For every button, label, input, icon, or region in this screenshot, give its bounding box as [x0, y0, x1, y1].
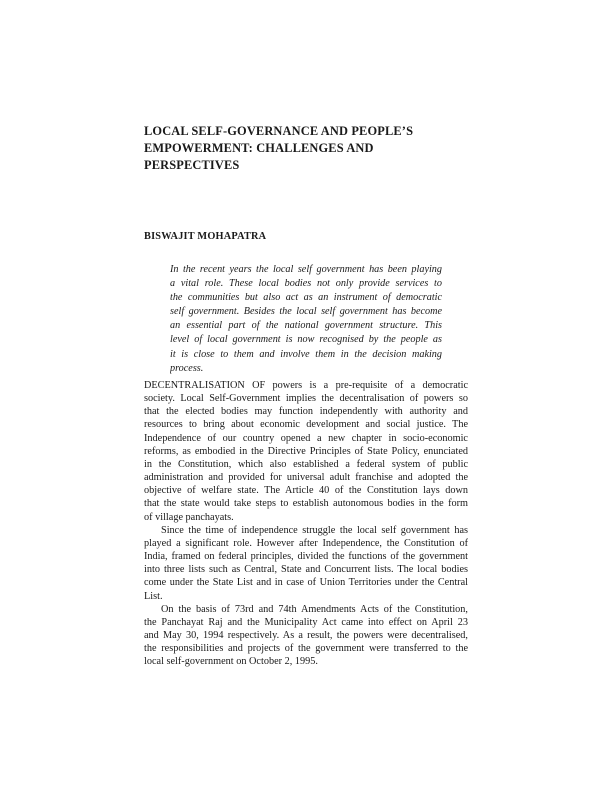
abstract-line: it is close to them and involve them in the decision making [170, 348, 442, 360]
abstract-line: In the recent years the local self government has been playing [170, 264, 442, 275]
abstract-line: the communities but also act as an instrument of democratic [170, 292, 442, 304]
body-line: local self-government on October 2, 1995. [144, 656, 318, 668]
body-line: into three lists such as Central, State and Concurrent lists. The local bodies [144, 564, 468, 576]
body-line: the responsibilities and projects of the government were transferred to the [144, 643, 468, 655]
body-line: of village panchayats. [144, 511, 234, 523]
body-line: played a significant role. However after Independence, the Constitution of [144, 537, 468, 549]
body-line: Since the time of independence struggle the local self government has [161, 524, 468, 536]
abstract [170, 263, 442, 376]
title-line: PERSPECTIVES [144, 158, 240, 172]
body-line: objective of welfare state. The Article 40 of the Constitution lays down [144, 485, 468, 497]
body-line: and May 30, 1994 respectively. As a result, the powers were decentralised, [144, 629, 468, 641]
body-line: DECENTRALISATION OF powers is a pre-requisite of a democratic [144, 380, 468, 391]
body-line: Independence of our country opened a new chapter in socio-economic [144, 432, 468, 444]
body-line: that the state would take steps to establish autonomous bodies in the form [144, 498, 468, 510]
body-line: that the elected bodies may function independently with authority and [144, 406, 468, 418]
body-line: in the Constitution, which also established a federal system of public [144, 458, 468, 470]
title-line: LOCAL SELF-GOVERNANCE AND PEOPLE’S [144, 124, 414, 138]
body-line: reforms, as embodied in the Directive Principles of State Policy, enunciated [144, 445, 468, 457]
body-line: society. Local Self-Government implies the decentralisation of powers so [144, 393, 468, 405]
body-line: India, framed on federal principles, divided the functions of the government [144, 551, 468, 563]
abstract-line: self government. Besides the local self government has become [170, 306, 442, 318]
author-name: BISWAJIT MOHAPATRA [144, 231, 267, 242]
body-line: resources to bring about economic development and social justice. The [144, 419, 468, 431]
body-line: the Panchayat Raj and the Municipality Act came into effect on April 23 [144, 616, 468, 628]
title-line: EMPOWERMENT: CHALLENGES AND [144, 141, 374, 155]
abstract-line: a vital role. These local bodies not only provide services to [170, 278, 442, 290]
article-body [144, 379, 468, 668]
body-line: List. [144, 590, 163, 602]
body-line: On the basis of 73rd and 74th Amendments Acts of the Constitution, [161, 603, 468, 615]
abstract-line: process. [170, 362, 204, 374]
article-title [144, 123, 474, 174]
abstract-line: an essential part of the national government structure. This [170, 320, 442, 332]
body-line: administration and provided for universal adult franchise and adopted the [144, 472, 468, 484]
body-line: come under the State List and in case of Union Territories under the Central [144, 577, 468, 589]
abstract-line: level of local government is now recognised by the people as [170, 334, 442, 346]
